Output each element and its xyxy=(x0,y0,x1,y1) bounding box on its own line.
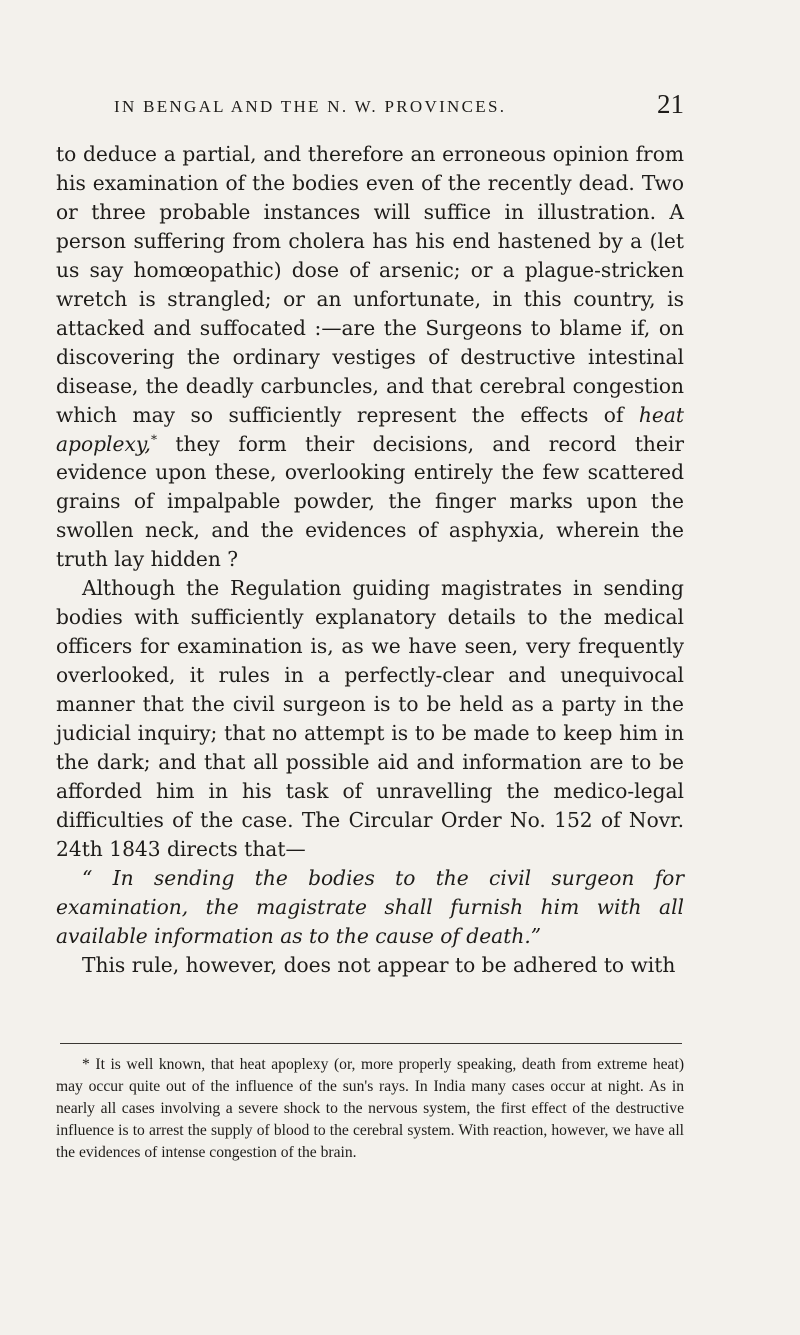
block-quote xyxy=(56,864,684,951)
body-text xyxy=(56,140,684,980)
footnote xyxy=(56,1054,684,1164)
running-title: IN BENGAL AND THE N. W. PROVINCES. xyxy=(114,97,507,116)
page-number: 21 xyxy=(657,89,684,119)
heat-apoplexy-term: heat apoplexy, xyxy=(56,402,684,456)
paragraph-2: Although the Regulation guiding magistrates in sending bodies with sufficiently explanatory details to the medical officers for examination is, as we have seen, very frequently overlooked, it rules in a perfectly-clear and unequivocal manner that the civil surgeon is to be held as a party in the judicial inquiry; that no attempt is to be made to keep him in the dark; and that all possible aid and information are to be afforded him in his task of unravelling the medico-legal difficulties of the case. The Circular Order No. 152 of Novr. 24th 1843 directs that— xyxy=(56,576,684,861)
footnote-divider xyxy=(60,1043,682,1044)
paragraph-3: This rule, however, does not appear to be adhered to with xyxy=(82,952,676,977)
running-head xyxy=(56,89,684,125)
footnote-reference: * xyxy=(150,431,157,446)
paragraph-1-text-a: to deduce a partial, and therefore an erroneous opinion from his examination of the bodies even of the recently dead. Two or three probable instances will suffice in illustration. A person suffering from cholera has his end hastened by a (let us say homœopathic) dose of arsenic; or a plague-stricken wretch is strangled; or an unfortunate, in this country, is attacked and suffocated :—are the Surgeons to blame if, on discovering the ordinary vestiges of destructive intestinal disease, the deadly carbuncles, and that cerebral congestion which may so sufficiently represent the effects of xyxy=(56,142,684,427)
footnote-text: It is well known, that heat apoplexy (or, more properly speaking, death from extreme heat) may occur quite out of the influence of the sun's rays. In India many cases occur at night. As in nearly all cases involving a severe shock to the nervous system, the first effect of the destructive influence is to arrest the supply of blood to the cerebral system. With reaction, however, we have all the evidences of intense congestion of the brain. xyxy=(56,1056,685,1161)
paragraph-1-text-b: they form their decisions, and record their evidence upon these, overlooking entirely the few scattered grains of impalpable powder, the finger marks upon the swollen neck, and the evidences of asphyxia, wherein the truth lay hidden ? xyxy=(56,431,684,572)
paragraph-1 xyxy=(56,140,684,574)
circular-order-quote: “ In sending the bodies to the civil surgeon for examination, the magistrate shall furnish him with all available information as to the cause of death.” xyxy=(56,865,684,948)
footnote-marker: * xyxy=(82,1056,90,1073)
